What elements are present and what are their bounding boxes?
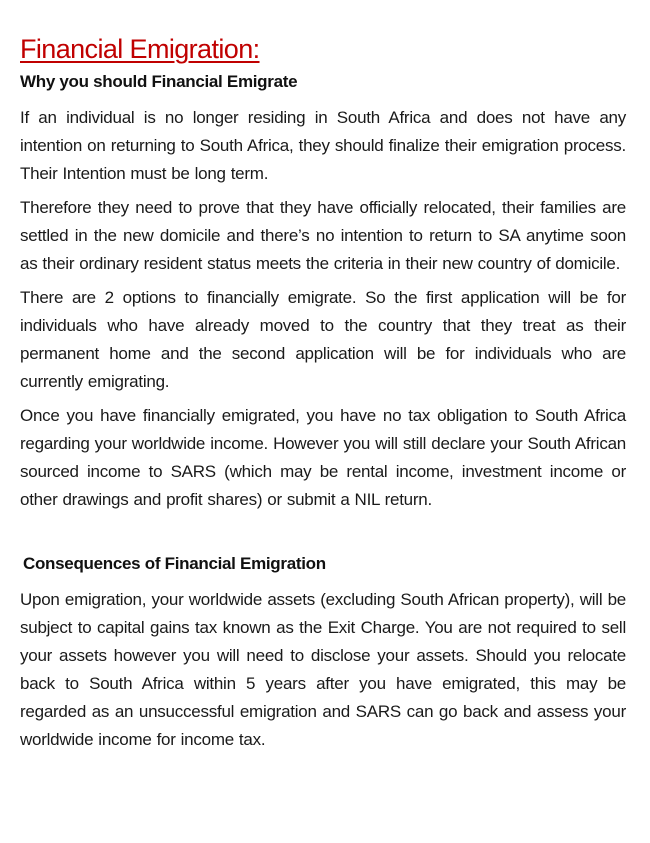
paragraph-tax-obligation: Once you have financially emigrated, you have no tax obligation to South Africa regarding your worldwide income. However you will still declare your South African sourced income to SARS (which may be rental income, investment income or other drawings and profit shares) or submit a NIL return.	[20, 406, 626, 509]
section-heading-consequences: Consequences of Financial Emigration	[23, 554, 326, 573]
page-title: Financial Emigration:	[20, 34, 260, 64]
paragraph-exit-charge: Upon emigration, your worldwide assets (excluding South African property), will be subject to capital gains tax known as the Exit Charge. You are not required to sell your assets however you will need to disclose your assets. Should you relocate back to South Africa within 5 years after you have emigrated, this may be regarded as an unsuccessful emigration and SARS can go back and assess your worldwide income for income tax.	[20, 590, 626, 749]
paragraph-relocation-proof: Therefore they need to prove that they have officially relocated, their families are settled in the new domicile and there’s no intention to return to SA anytime soon as their ordinary resident status meets the criteria in their new country of domicile.	[20, 198, 626, 273]
paragraph-options: There are 2 options to financially emigrate. So the first application will be for individuals who have already moved to the country that they treat as their permanent home and the second application will be for individuals who are currently emigrating.	[20, 288, 626, 391]
paragraph-intention: If an individual is no longer residing in South Africa and does not have any intention on returning to South Africa, they should finalize their emigration process. Their Intention must be long term.	[20, 108, 626, 183]
document-page	[20, 30, 626, 760]
section-heading-why: Why you should Financial Emigrate	[20, 72, 298, 91]
